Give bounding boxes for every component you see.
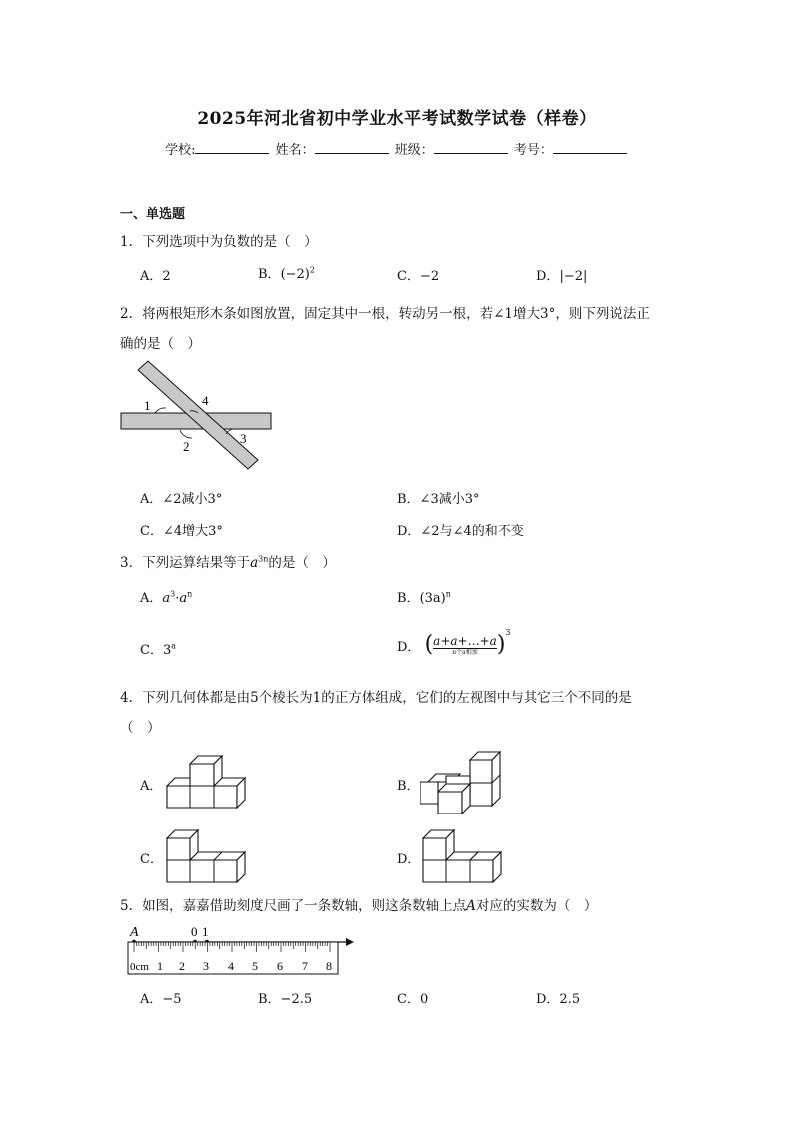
angle-label-3: 3 bbox=[240, 431, 247, 446]
q3-option-b-expr: (3a) bbox=[419, 591, 446, 606]
q1-stem: 1．下列选项中为负数的是（ ） bbox=[120, 234, 318, 250]
ruler-label-7: 7 bbox=[302, 959, 308, 973]
exam-no-blank[interactable] bbox=[553, 141, 627, 154]
q3-option-b-label: B． bbox=[397, 591, 420, 606]
q3-option-d-label: D． bbox=[397, 639, 421, 655]
q4-option-a[interactable]: A． bbox=[140, 779, 163, 794]
q5-stem bbox=[120, 894, 597, 914]
q4-option-c[interactable]: C． bbox=[140, 852, 163, 867]
q2-option-a[interactable]: A．∠2减小3° bbox=[140, 492, 223, 507]
ruler-label-0: 0cm bbox=[130, 961, 149, 973]
q2-stem-line2: 确的是（ ） bbox=[120, 336, 201, 352]
q1-option-a[interactable]: A．2 bbox=[140, 269, 171, 284]
ruler-numbers bbox=[130, 959, 332, 973]
solid-b-cubes bbox=[420, 752, 500, 814]
ruler-label-4: 4 bbox=[228, 959, 234, 973]
q4-option-d[interactable]: D． bbox=[397, 852, 421, 867]
q3-stem-exponent: 3n bbox=[258, 554, 269, 564]
q3-option-b-exponent: n bbox=[445, 589, 451, 599]
ruler-label-2: 2 bbox=[179, 959, 185, 973]
q2-figure-rotating-sticks bbox=[118, 360, 278, 472]
q3-stem-pre: 3．下列运算结果等于 bbox=[120, 555, 251, 571]
q4-option-b[interactable]: B． bbox=[397, 779, 420, 794]
axis-point-a-label: A bbox=[130, 925, 139, 940]
angle-label-2: 2 bbox=[183, 439, 190, 454]
q3-option-d[interactable] bbox=[397, 628, 511, 662]
solid-c-cubes bbox=[167, 830, 245, 882]
q4-solid-b bbox=[420, 746, 506, 814]
q2-option-c[interactable]: C．∠4增大3° bbox=[140, 524, 223, 539]
q4-solid-a bbox=[164, 746, 254, 816]
q3-option-c-label: C． bbox=[140, 643, 163, 658]
q3-option-d-sum bbox=[433, 634, 497, 657]
q5-stem-pre: 5．如图，嘉嘉借助刻度尺画了一条数轴，则这条数轴上点 bbox=[120, 898, 467, 914]
q5-option-b[interactable]: B．−2.5 bbox=[258, 992, 313, 1007]
q3-option-d-paren-group: (a+a+…+a n个a相加 ) bbox=[424, 632, 506, 657]
q5-option-c[interactable]: C．0 bbox=[397, 992, 429, 1007]
q3-option-c[interactable] bbox=[140, 639, 176, 658]
section-heading: 一、单选题 bbox=[120, 207, 186, 222]
q2-option-d[interactable]: D．∠2与∠4的和不变 bbox=[397, 524, 524, 539]
q3-option-d-underbrace-note: n个a相加 bbox=[433, 648, 497, 657]
school-label: 学校: bbox=[165, 143, 196, 158]
axis-zero-label: 0 bbox=[191, 924, 198, 939]
q3-option-a-exp1: 3 bbox=[170, 589, 176, 599]
q3-option-a-dot: · bbox=[175, 591, 180, 606]
q4-solid-d bbox=[420, 824, 506, 886]
class-blank[interactable] bbox=[434, 141, 508, 154]
q5-option-a[interactable]: A．−5 bbox=[140, 992, 182, 1007]
page-title: 2025年河北省初中学业水平考试数学试卷（样卷） bbox=[197, 109, 597, 129]
school-blank[interactable] bbox=[195, 141, 269, 154]
q1-option-b-expr: (−2) bbox=[280, 267, 310, 282]
q5-stem-post: 对应的实数为（ ） bbox=[475, 898, 598, 914]
q1-option-c[interactable]: C．−2 bbox=[397, 269, 440, 284]
q1-option-d[interactable] bbox=[536, 265, 587, 284]
q3-option-a-label: A． bbox=[140, 591, 163, 606]
solid-a-cubes bbox=[167, 756, 245, 808]
ruler-label-5: 5 bbox=[252, 959, 258, 973]
q3-option-b[interactable] bbox=[397, 587, 451, 606]
q3-stem-base: a bbox=[250, 555, 259, 571]
q3-stem bbox=[120, 551, 336, 571]
q1-option-d-expr: |−2| bbox=[559, 269, 588, 284]
name-blank[interactable] bbox=[315, 141, 389, 154]
number-line-arrow bbox=[346, 938, 354, 946]
q3-option-d-exponent: 3 bbox=[505, 628, 511, 637]
ruler-label-6: 6 bbox=[277, 959, 283, 973]
q2-stem-line1: 2．将两根矩形木条如图放置，固定其中一根，转动另一根，若∠1增大3°，则下列说法正 bbox=[120, 306, 650, 322]
q5-ruler-number-line bbox=[118, 922, 363, 980]
angle-1-arc bbox=[155, 408, 166, 413]
q3-option-c-base: 3 bbox=[162, 643, 172, 658]
q3-stem-post: 的是（ ） bbox=[268, 555, 336, 571]
q1-option-d-label: D． bbox=[536, 269, 560, 284]
q3-option-a-exp2: n bbox=[187, 589, 193, 599]
student-info-line bbox=[0, 139, 794, 158]
angle-label-1: 1 bbox=[144, 398, 151, 413]
q1-option-b-label: B． bbox=[258, 267, 281, 282]
name-label: 姓名： bbox=[275, 143, 315, 158]
q4-stem-line1: 4．下列几何体都是由5个棱长为1的正方体组成，它们的左视图中与其它三个不同的是 bbox=[120, 690, 632, 706]
angle-label-4: 4 bbox=[202, 393, 209, 408]
exam-no-label: 考号： bbox=[513, 143, 553, 158]
q4-stem-line2: （ ） bbox=[120, 720, 161, 736]
ruler-label-3: 3 bbox=[203, 959, 209, 973]
q5-stem-point: A bbox=[466, 898, 476, 914]
class-label: 班级： bbox=[394, 143, 434, 158]
ruler-label-8: 8 bbox=[326, 959, 332, 973]
q2-option-b[interactable]: B．∠3减小3° bbox=[397, 492, 480, 507]
solid-d-cubes bbox=[423, 830, 501, 882]
q3-option-d-sum-expr: a+a+…+a bbox=[433, 633, 497, 648]
q1-option-b-exponent: 2 bbox=[309, 265, 315, 275]
ruler-label-1: 1 bbox=[157, 959, 163, 973]
q3-option-a[interactable] bbox=[140, 587, 192, 606]
angle-2-arc bbox=[180, 430, 192, 438]
axis-one-label: 1 bbox=[202, 924, 209, 939]
q3-option-a-base1: a bbox=[162, 591, 171, 606]
q3-option-a-base2: a bbox=[179, 591, 188, 606]
q1-option-b[interactable] bbox=[258, 263, 315, 282]
q3-option-c-exponent: a bbox=[171, 641, 177, 651]
q4-solid-c bbox=[164, 824, 256, 886]
q5-option-d[interactable]: D．2.5 bbox=[536, 992, 581, 1007]
